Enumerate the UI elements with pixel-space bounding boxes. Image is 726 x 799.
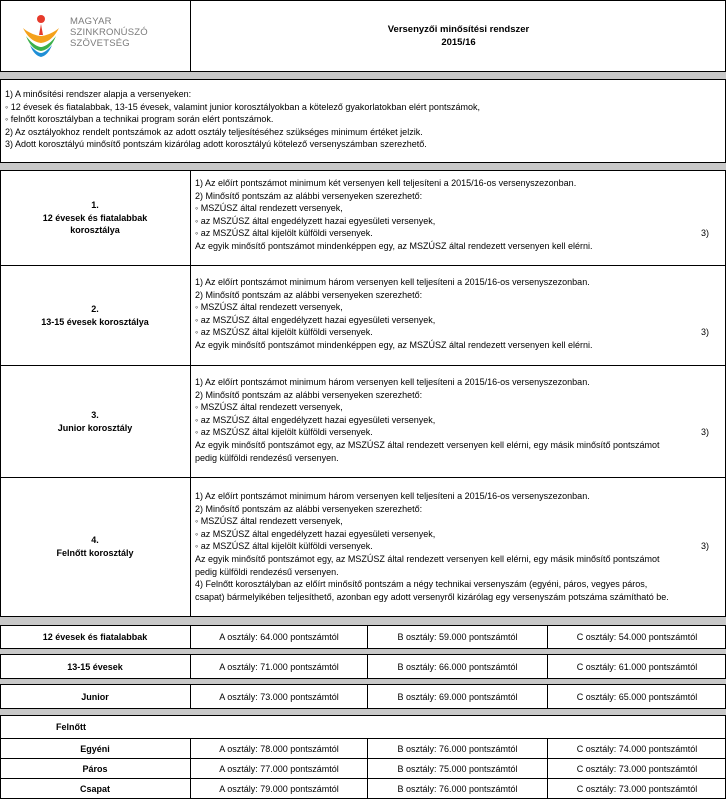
season-label: 2015/16 [441, 37, 476, 48]
class-c-threshold: C osztály: 61.000 pontszámtól [576, 661, 698, 672]
document-title [191, 0, 726, 72]
class-row-label: 13-15 évesek [0, 654, 191, 679]
section-label [0, 170, 191, 266]
class-b-threshold: B osztály: 76.000 pontszámtól [368, 738, 548, 759]
class-b-threshold: B osztály: 75.000 pontszámtól [368, 758, 548, 779]
class-c-threshold: C osztály: 73.000 pontszámtól [576, 783, 698, 794]
intro-line: ◦ felnőtt korosztályban a technikai program során elért pontszámok. [5, 114, 274, 125]
rule-line: ◦ az MSZÚSZ által engedélyzett hazai egyesületi versenyek, [195, 414, 436, 425]
rule-line: Az egyik minősítő pontszámot egy, az MSZÚSZ által rendezett versenyen kell elérni, egy másik minősítő pontszámot [195, 439, 660, 450]
class-c-threshold: C osztály: 74.000 pontszámtól [576, 743, 698, 754]
class-c-threshold: C osztály: 73.000 pontszámtól [576, 763, 698, 774]
rule-reference: 3) [700, 228, 709, 239]
rule-line: ◦ az MSZÚSZ által engedélyzett hazai egyesületi versenyek, [195, 314, 436, 325]
adult-label: Felnőtt [56, 722, 86, 732]
rule-line: Az egyik minősítő pontszámot mindenképpen egy, az MSZÚSZ által rendezett versenyen kell elérni. [195, 240, 593, 251]
section-name: 12 évesek és fiatalabbak [42, 212, 148, 223]
rule-line: Az egyik minősítő pontszámot egy, az MSZÚSZ által rendezett versenyen kell elérni, egy másik minősítő pontszámot [195, 553, 660, 564]
class-b-threshold: B osztály: 59.000 pontszámtól [368, 625, 548, 649]
rule-line: ◦ az MSZÚSZ által kijelölt külföldi versenyek. [195, 327, 373, 338]
rule-line: ◦ MSZÚSZ által rendezett versenyek, [195, 516, 343, 527]
rule-line: ◦ MSZÚSZ által rendezett versenyek, [195, 302, 343, 313]
rule-line: ◦ MSZÚSZ által rendezett versenyek, [195, 402, 343, 413]
intro-line: ◦ 12 évesek és fiatalabbak, 13-15 évesek, valamint junior korosztályokban a kötelező gyakorlatokban elért pontszámok, [5, 101, 480, 112]
rule-line: 2) Minősítő pontszám az alábbi versenyeken szerezhető: [195, 503, 423, 514]
section-number: 1. [91, 200, 99, 211]
rule-line: Az egyik minősítő pontszámot mindenképpen egy, az MSZÚSZ által rendezett versenyen kell elérni. [195, 339, 593, 350]
class-c-threshold: C osztály: 54.000 pontszámtól [576, 632, 698, 642]
class-a-threshold: A osztály: 64.000 pontszámtól [191, 625, 368, 649]
section-name: Felnőtt korosztály [56, 548, 134, 558]
logo-line: SZÖVETSÉG [70, 38, 130, 49]
section-rules [195, 276, 723, 352]
class-row-adult-header [0, 715, 726, 739]
section-label [0, 365, 191, 478]
rule-line: 1) Az előírt pontszámot minimum három versenyen kell teljesíteni a 2015/16-os versenyszezonban. [195, 491, 590, 501]
class-b-threshold: B osztály: 69.000 pontszámtól [368, 684, 548, 709]
rule-line: 2) Minősítő pontszám az alábbi versenyeken szerezhető: [195, 389, 423, 400]
logo-line: SZINKRONÚSZÓ [70, 27, 148, 38]
rule-line: ◦ az MSZÚSZ által kijelölt külföldi versenyek. [195, 228, 373, 239]
class-row-label: Egyéni [0, 738, 191, 759]
page-title: Versenyzői minősítési rendszer [387, 24, 530, 35]
rule-line: csapat) bármelyikében teljesíthető, azonban egy adott versenyről kizárólag egy versenyszám potszáma számítható be. [195, 591, 669, 602]
intro-line: 1) A minősítési rendszer alapja a versenyeken: [5, 89, 192, 99]
class-a-threshold: A osztály: 79.000 pontszámtól [191, 778, 368, 799]
rule-line: pedig külföldi rendezésű versenyen. [195, 452, 339, 463]
class-b-threshold: B osztály: 66.000 pontszámtól [368, 654, 548, 679]
rule-line: 1) Az előírt pontszámot minimum három versenyen kell teljesíteni a 2015/16-os versenyszezonban. [195, 277, 590, 287]
class-row-label: Csapat [0, 778, 191, 799]
class-row-label: Páros [0, 758, 191, 779]
rule-line: ◦ az MSZÚSZ által engedélyzett hazai egyesületi versenyek, [195, 215, 436, 226]
rule-line: ◦ az MSZÚSZ által kijelölt külföldi versenyek. [195, 541, 373, 552]
section-label [0, 265, 191, 366]
rule-line: 2) Minősítő pontszám az alábbi versenyeken szerezhető: [195, 190, 423, 201]
section-number: 2. [91, 303, 99, 314]
class-a-threshold: A osztály: 78.000 pontszámtól [191, 738, 368, 759]
rule-line: 1) Az előírt pontszámot minimum három versenyen kell teljesíteni a 2015/16-os versenyszezonban. [195, 377, 590, 387]
section-name: korosztálya [70, 225, 120, 236]
rule-line: ◦ az MSZÚSZ által engedélyzett hazai egyesületi versenyek, [195, 528, 436, 539]
rule-line: 4) Felnőtt korosztályban az előírt minősítő pontszám a négy technikai versenyszám (egyéni, páros, vegyes páros, [195, 579, 648, 590]
rule-line: 2) Minősítő pontszám az alábbi versenyeken szerezhető: [195, 289, 423, 300]
section-rules [195, 490, 723, 603]
rule-line: ◦ az MSZÚSZ által kijelölt külföldi versenyek. [195, 427, 373, 438]
intro-line: 3) Adott korosztályú minősítő pontszám kizárólag adott korosztályú kötelező versenyszámban szerezhető. [5, 139, 427, 150]
section-number: 3. [91, 409, 99, 420]
logo-mark-icon [18, 14, 64, 58]
section-label [0, 477, 191, 617]
section-name: 13-15 évesek korosztálya [41, 316, 149, 327]
class-b-threshold: B osztály: 76.000 pontszámtól [368, 778, 548, 799]
rule-line: ◦ MSZÚSZ által rendezett versenyek, [195, 203, 343, 214]
class-a-threshold: A osztály: 73.000 pontszámtól [191, 684, 368, 709]
logo-text [70, 16, 148, 49]
class-row-label: Junior [0, 684, 191, 709]
intro-line: 2) Az osztályokhoz rendelt pontszámok az adott osztály teljesítéséhez szükséges minimum értéket jelzik. [5, 126, 423, 137]
section-rules [195, 376, 723, 464]
rule-line: 1) Az előírt pontszámot minimum két versenyen kell teljesíteni a 2015/16-os versenyszezonban. [195, 178, 577, 188]
section-rules [195, 177, 723, 253]
logo-line: MAGYAR [70, 16, 112, 27]
class-a-threshold: A osztály: 77.000 pontszámtól [191, 758, 368, 779]
rule-reference: 3) [700, 541, 709, 552]
section-name: Junior korosztály [57, 422, 133, 433]
logo [18, 14, 178, 60]
class-c-threshold: C osztály: 65.000 pontszámtól [576, 691, 698, 702]
intro-block [0, 79, 726, 163]
class-row-label: 12 évesek és fiatalabbak [0, 625, 191, 649]
section-number: 4. [91, 535, 99, 546]
rule-reference: 3) [700, 427, 709, 438]
rule-line: pedig külföldi rendezésű versenyen. [195, 566, 339, 577]
class-a-threshold: A osztály: 71.000 pontszámtól [191, 654, 368, 679]
rule-reference: 3) [700, 327, 709, 338]
